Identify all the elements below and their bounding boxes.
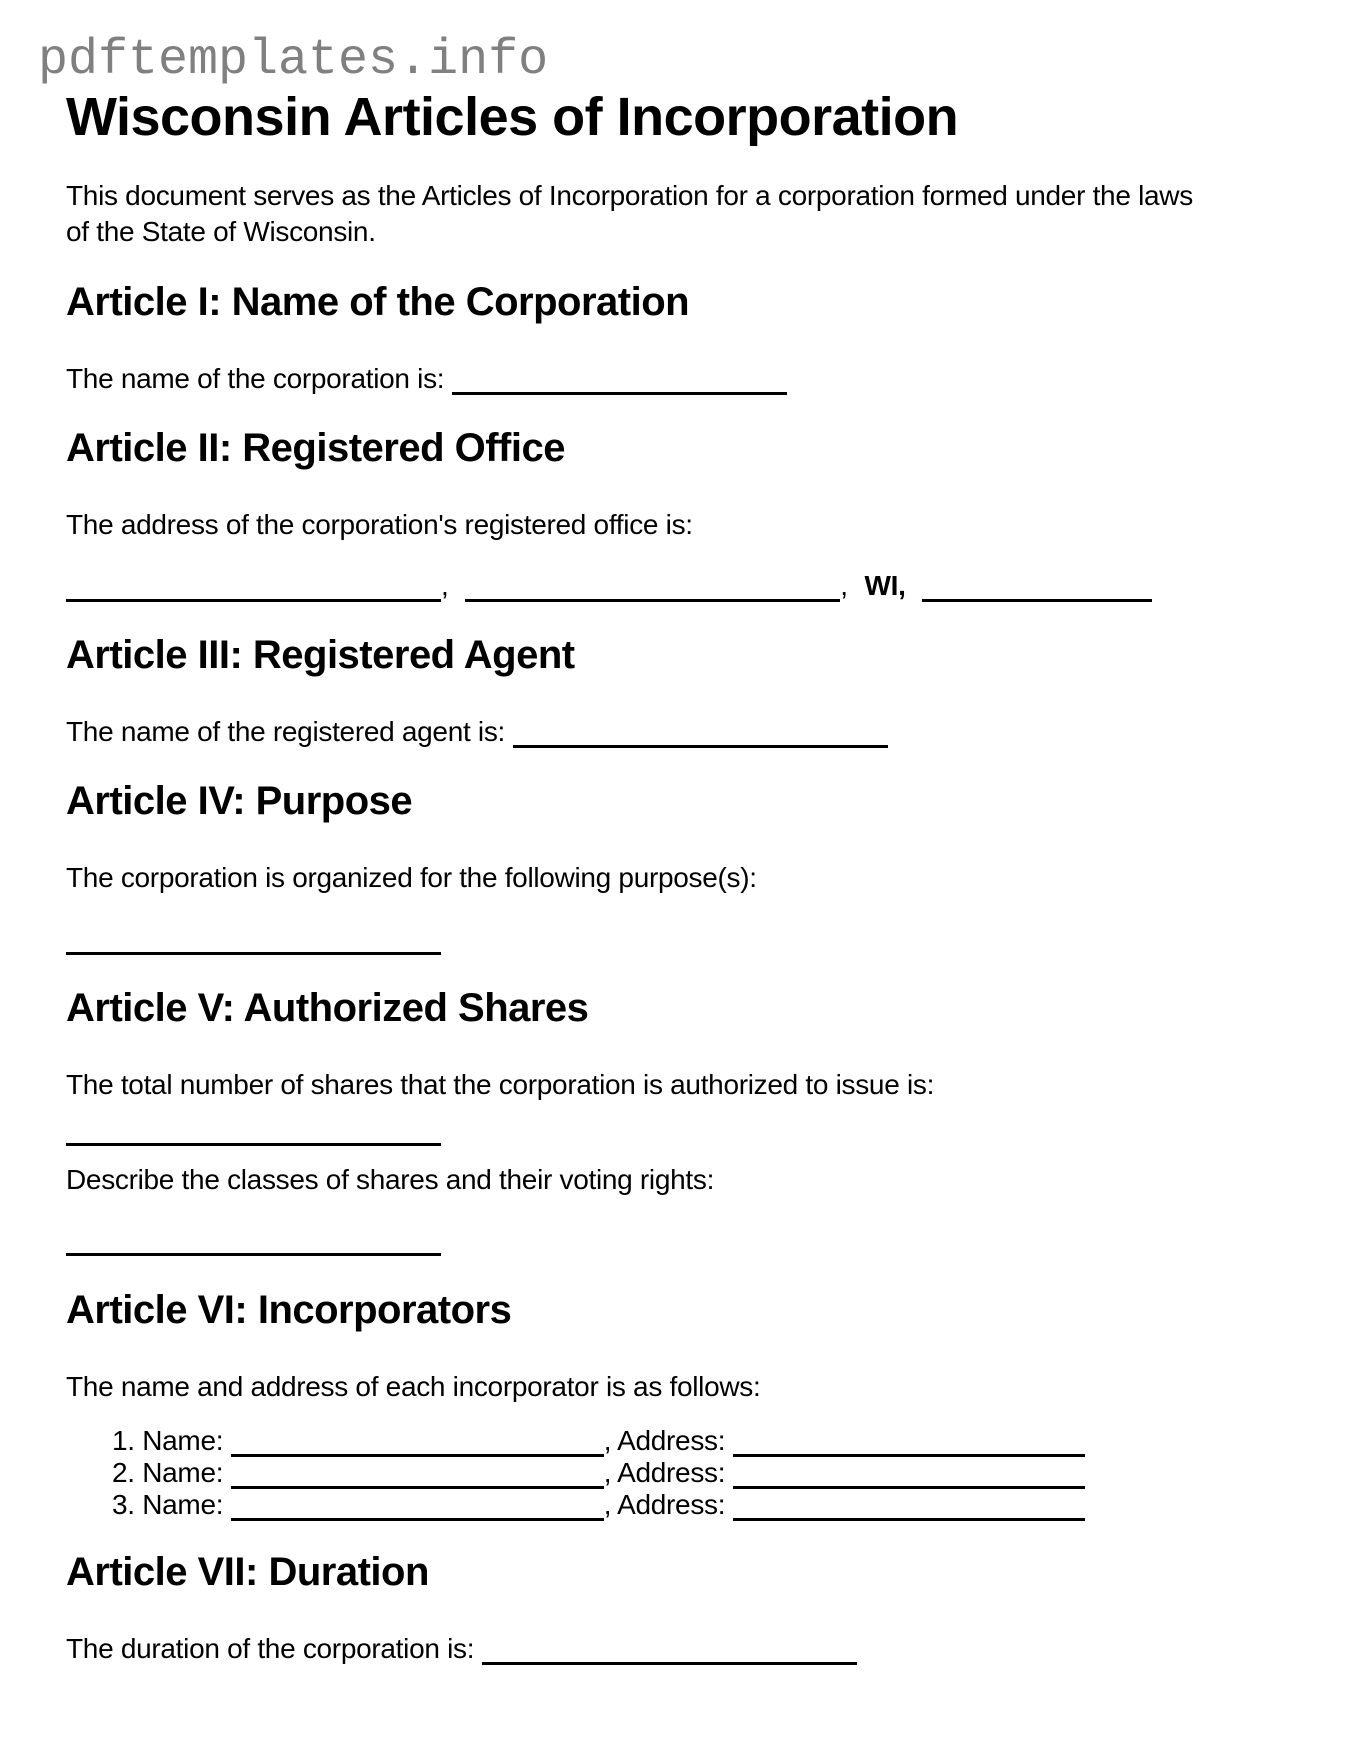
article-3-heading: Article III: Registered Agent xyxy=(66,633,575,678)
comma-separator: , xyxy=(441,569,449,601)
incorporator-row xyxy=(112,1425,1291,1457)
shares-total-line xyxy=(66,1067,1291,1103)
duration-line xyxy=(66,1631,1291,1667)
registered-office-label: The address of the corporation's registered office is: xyxy=(66,509,693,541)
purpose-line xyxy=(66,860,1291,896)
article-1-heading: Article I: Name of the Corporation xyxy=(66,279,690,324)
duration-blank xyxy=(482,1634,857,1665)
incorporator-row xyxy=(112,1489,1291,1521)
shares-total-blank-row xyxy=(66,1112,1291,1148)
incorporator-name-label: 3. Name: xyxy=(112,1489,224,1521)
incorporator-name-blank xyxy=(231,1490,604,1521)
intro-paragraph: This document serves as the Articles of Incorporation for a corporation formed under the laws of the State of Wisconsin. xyxy=(66,180,1193,248)
incorporator-address-label: , Address: xyxy=(603,1489,726,1521)
incorporator-address-blank xyxy=(733,1426,1085,1457)
corporation-name-label: The name of the corporation is: xyxy=(66,362,445,394)
registered-office-line xyxy=(66,507,1291,543)
shares-total-label: The total number of shares that the corporation is authorized to issue is: xyxy=(66,1069,935,1101)
office-zip-blank xyxy=(922,571,1152,602)
purpose-label: The corporation is organized for the following purpose(s): xyxy=(66,862,757,894)
duration-label: The duration of the corporation is: xyxy=(66,1633,475,1665)
incorporators-line xyxy=(66,1369,1291,1405)
corporation-name-line xyxy=(66,361,1291,397)
registered-agent-line xyxy=(66,714,1291,750)
office-street-blank xyxy=(66,571,441,602)
shares-classes-label: Describe the classes of shares and their voting rights: xyxy=(66,1164,715,1195)
incorporator-address-label: , Address: xyxy=(603,1457,726,1489)
page-title: Wisconsin Articles of Incorporation xyxy=(66,87,959,147)
article-5-heading: Article V: Authorized Shares xyxy=(66,986,589,1031)
incorporator-address-label: , Address: xyxy=(603,1425,726,1457)
state-label: WI, xyxy=(864,569,906,601)
incorporator-name-blank xyxy=(231,1458,604,1489)
article-6-heading: Article VI: Incorporators xyxy=(66,1287,512,1332)
incorporators-label: The name and address of each incorporator is as follows: xyxy=(66,1370,761,1402)
site-watermark: pdftemplates.info xyxy=(38,32,549,89)
office-city-blank xyxy=(465,571,840,602)
incorporator-name-blank xyxy=(231,1426,604,1457)
shares-total-blank xyxy=(66,1115,441,1146)
shares-classes-line xyxy=(66,1162,1291,1198)
registered-agent-blank xyxy=(513,717,888,748)
shares-classes-blank xyxy=(66,1225,441,1256)
incorporators-list xyxy=(112,1425,1291,1521)
registered-agent-label: The name of the registered agent is: xyxy=(66,716,506,748)
purpose-blank-row xyxy=(66,921,1291,957)
shares-classes-blank-row xyxy=(66,1222,1291,1258)
purpose-blank xyxy=(66,924,441,955)
article-7-heading: Article VII: Duration xyxy=(66,1550,429,1595)
comma-separator: , xyxy=(840,569,848,601)
registered-office-blanks-row xyxy=(66,568,1291,604)
incorporator-name-label: 2. Name: xyxy=(112,1457,224,1489)
article-2-heading: Article II: Registered Office xyxy=(66,426,565,471)
incorporator-row xyxy=(112,1457,1291,1489)
corporation-name-blank xyxy=(452,364,787,395)
incorporator-name-label: 1. Name: xyxy=(112,1425,224,1457)
incorporator-address-blank xyxy=(733,1458,1085,1489)
incorporator-address-blank xyxy=(733,1490,1085,1521)
article-4-heading: Article IV: Purpose xyxy=(66,779,413,824)
